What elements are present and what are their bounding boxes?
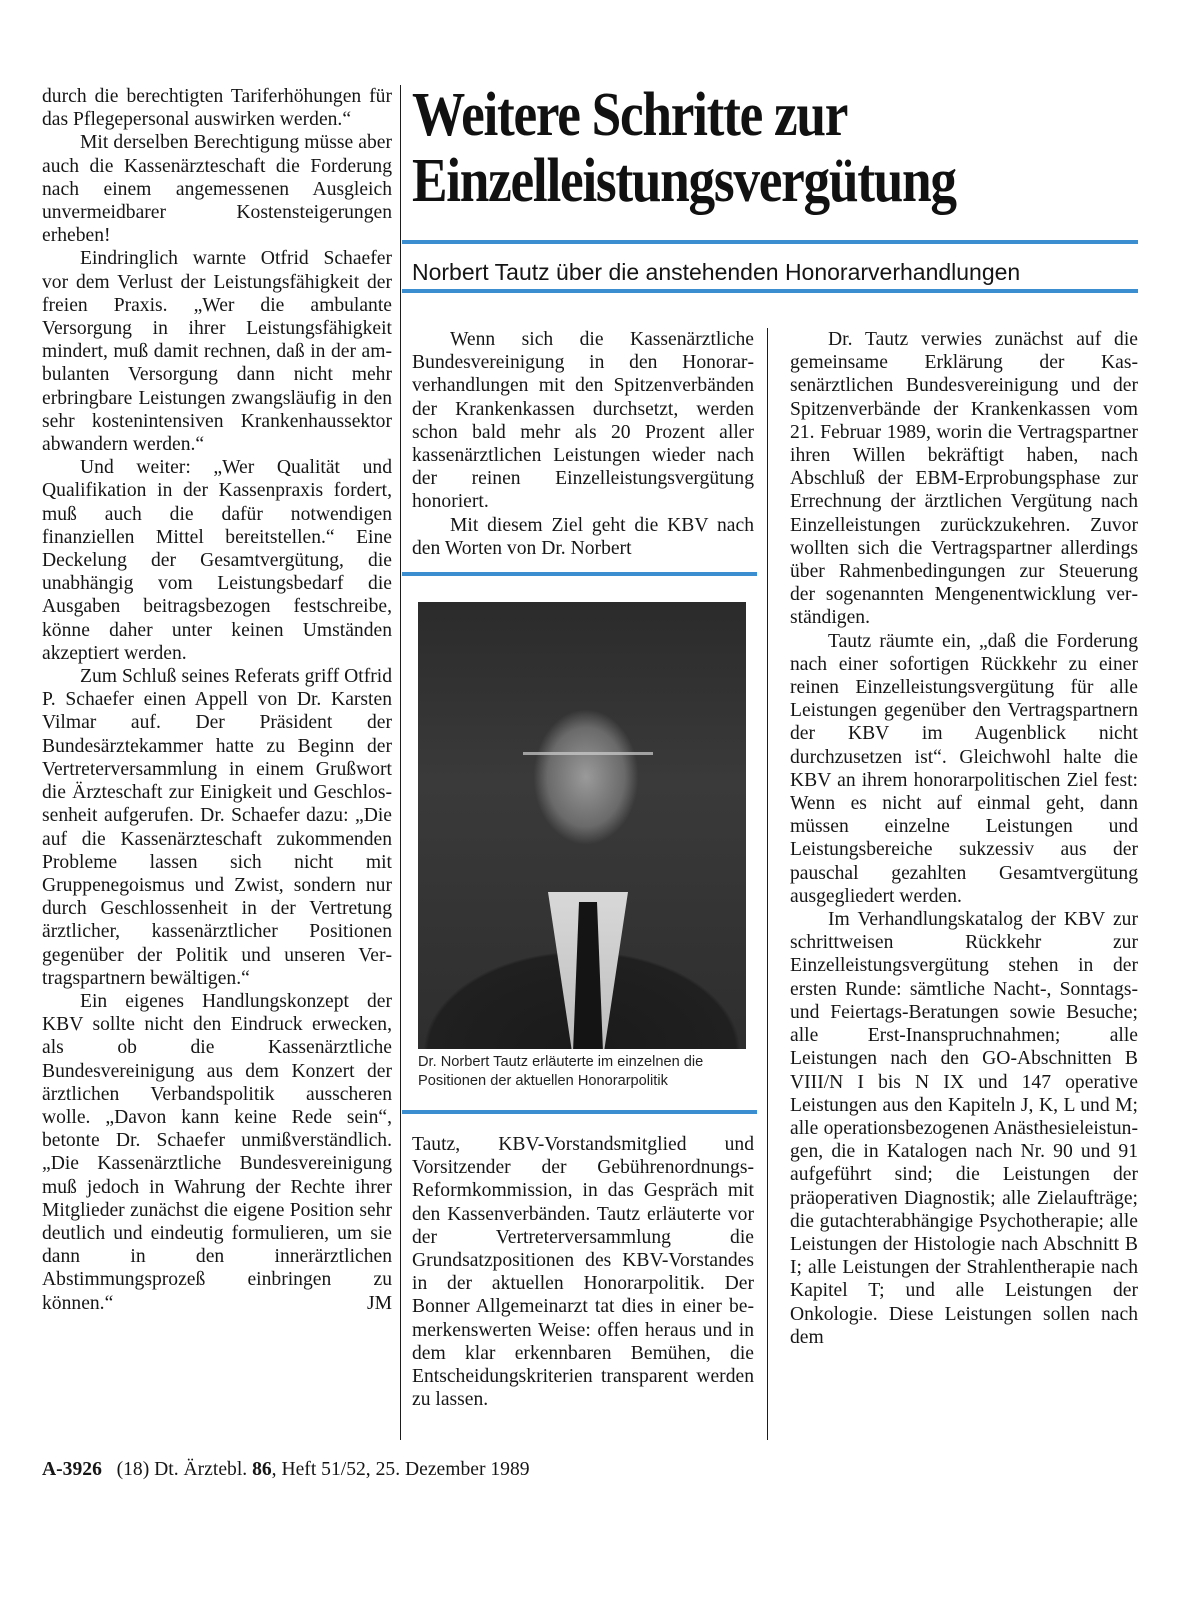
footer-suffix: , Heft 51/52, 25. Dezember 1989: [271, 1459, 530, 1480]
headline-line-2: Einzelleistungsvergütung: [412, 147, 956, 215]
page-footer: [42, 1458, 530, 1482]
headline: [412, 82, 1040, 214]
paragraph: Mit derselben Berechtigung müsse aber auch die Kassenärzteschaft die Forderung nach einem angemessenen Ausgleich unvermeidbarer Kostensteigerungen erheben!: [42, 132, 392, 247]
paragraph: Mit diesem Ziel geht die KBV nach den Worten von Dr. Norbert: [412, 514, 754, 559]
footer-prefix: (18) Dt. Ärztebl.: [116, 1459, 253, 1480]
paragraph: durch die berechtigten Tariferhöhungen für das Pflegepersonal auswirken werden.“: [42, 86, 392, 131]
volume-number: 86: [252, 1459, 272, 1480]
paragraph: Tautz räumte ein, „daß die Forderung nach einer sofortigen Rückkehr zu einer reinen Einzelleistungsvergütung für alle Leistungen gegenüber den Vertragspartnern der KBV im Augenblick nicht durchzusetzen ist“. Gleichwohl halte die KBV an ihrem honorarpolitischen Ziel fest: Wenn es nicht auf einmal geht, dann müssen einzelne Leistungen und Leistungsbereiche sukzessiv aus der pauschal gezahlten Gesamtvergütung ausgegliedert werden.: [790, 630, 1138, 907]
paragraph: Wenn sich die Kassenärztliche Bundesvereinigung in den Honorarverhandlungen mit den Spitzenverbänden der Krankenkassen durchsetzt, werden schon bald mehr als 20 Prozent aller kassenärztlichen Leistungen wieder nach der reinen Einzelleistungsvergütung honoriert.: [412, 329, 754, 513]
page-number: A-3926: [42, 1459, 102, 1480]
paragraph: Tautz, KBV-Vorstandsmitglied und Vorsitzender der Gebührenordnungs-Reformkommission, in das Gespräch mit den Kassenverbänden. Tautz erläuterte vor der Vertreterversammlung die Grundsatzpositionen des KBV-Vorstandes in der aktuellen Honorarpolitik. Der Bonner Allgemeinarzt tat dies in einer bemerkenswerten Weise: offen heraus und in dem klar erkennbaren Bemühen, die Entscheidungskriterien transparent werden zu lassen.: [412, 1134, 754, 1411]
paragraph: Und weiter: „Wer Qualität und Qualifikation in der Kassenpraxis fordert, muß auch die dafür notwendigen finanziellen Mittel bereitstellen.“ Eine Deckelung der Gesamtvergütung, die unabhängig vom Leistungsbedarf die Ausgaben beitragsbezogen festschreibe, könne daher unter keinen Umständen akzeptiert werden.: [42, 457, 392, 664]
paragraph: [42, 990, 392, 1315]
subtitle: Norbert Tautz über die anstehenden Honorarverhandlungen: [412, 259, 1021, 285]
photo-caption: Dr. Norbert Tautz erläuterte im einzelnen die Positionen der aktuellen Honorarpolitik: [418, 1054, 704, 1089]
paragraph-text: Ein eigenes Handlungskonzept der KBV sollte nicht den Eindruck erwecken, als ob die Kassenärztliche Bundesvereinigung aus dem Konzert der ärztlichen Verbandspolitik ausscheren wolle. „Davon kann keine Rede sein“, betonte Dr. Schaefer unmißverständlich. „Die Kassenärztliche Bundesvereinigung muß jedoch in Wahrung der Rechte ihrer Mitglieder zunächst die eigene Position sehr deutlich und eindeutig formulieren, um sie dann in den innerärztlichen Abstimmungsprozeß einbringen zu können.“: [42, 990, 392, 1314]
portrait-photo: [418, 602, 746, 1049]
photo-glasses-shape: [523, 752, 653, 785]
article-column-3: [790, 328, 1138, 1349]
subtitle-rule-bottom: [402, 289, 1138, 293]
paragraph: Zum Schluß seines Referats griff Otfrid P. Schaefer einen Appell von Dr. Karsten Vilmar auf. Der Präsident der Bundesärztekammer hatte zu Beginn der Vertreterversammlung in einem Grußwort die Ärzteschaft zur Einigkeit und Geschlossenheit aufgerufen. Dr. Schaefer dazu: „Die auf die Kassenärzteschaft zukommenden Probleme lassen sich nicht mit Gruppenegoismus und Zwist, sondern nur durch Geschlossenheit in der Vertretung ärztlicher, kassenärztlicher Positionen gegenüber der Politik und unseren Vertragspartnern bewältigen.“: [42, 666, 392, 989]
column-divider: [767, 328, 768, 1440]
article-column-2-bottom: [412, 1133, 754, 1411]
paragraph: Dr. Tautz verwies zunächst auf die gemeinsame Erklärung der Kassenärztlichen Bundesvereinigung und der Spitzenverbände der Krankenkassen vom 21. Februar 1989, worin die Vertragspartner ihren Willen bekräftigt haben, nach Abschluß der EBM-Erprobungsphase zur Errechnung der ärztlichen Vergütung nach Einzelleistungen zurückzukehren. Zuvor wollten sich die Vertragspartner allerdings über Rahmenbedingungen zur Steuerung der sogenannten Mengenentwicklung verständigen.: [790, 329, 1138, 629]
photo-rule-top: [402, 572, 757, 576]
column-divider: [400, 85, 401, 1440]
photo-rule-bottom: [402, 1110, 757, 1114]
author-signature: JM: [366, 1292, 392, 1314]
subtitle-rule-top: [402, 240, 1138, 244]
paragraph: Im Verhandlungskatalog der KBV zur schrittweisen Rückkehr zur Einzelleistungsvergütung stehen in der ersten Runde: sämtliche Nacht-, Sonntags- und Feiertags-Beratungen sowie Besuche; alle Erst-Inanspruchnahmen; alle Leistungen nach den GO-Abschnitten B VIII/N I bis N IX und 147 operative Leistungen aus den Kapiteln J, K, L und M; alle operationsbezogenen Anästhesieleistungen, die in Katalogen nach Nr. 90 und 91 aufgeführt sind; die Leistungen der präoperativen Diagnostik; alle Zielaufträge; die gutachterabhängige Psychotherapie; alle Leistungen der Histologie nach Abschnitt B I; alle Leistungen der Strahlentherapie nach Kapitel T; und alle Leistungen der Onkologie. Diese Leistungen sollen nach dem: [790, 909, 1138, 1348]
paragraph: Eindringlich warnte Otfrid Schaefer vor dem Verlust der Leistungsfähigkeit der freien Praxis. „Wer die ambulante Versorgung in ihrer Leistungsfähigkeit mindert, muß damit rechnen, daß in der ambulanten Versorgung dann nicht mehr erbringbare Leistungen zwangsläufig in den sehr kostenintensiven Krankenhaussektor abwandern werden.“: [42, 248, 392, 456]
article-column-1: [42, 85, 392, 1315]
article-column-2-top: [412, 328, 754, 560]
headline-line-1: Weitere Schritte zur: [412, 81, 848, 149]
